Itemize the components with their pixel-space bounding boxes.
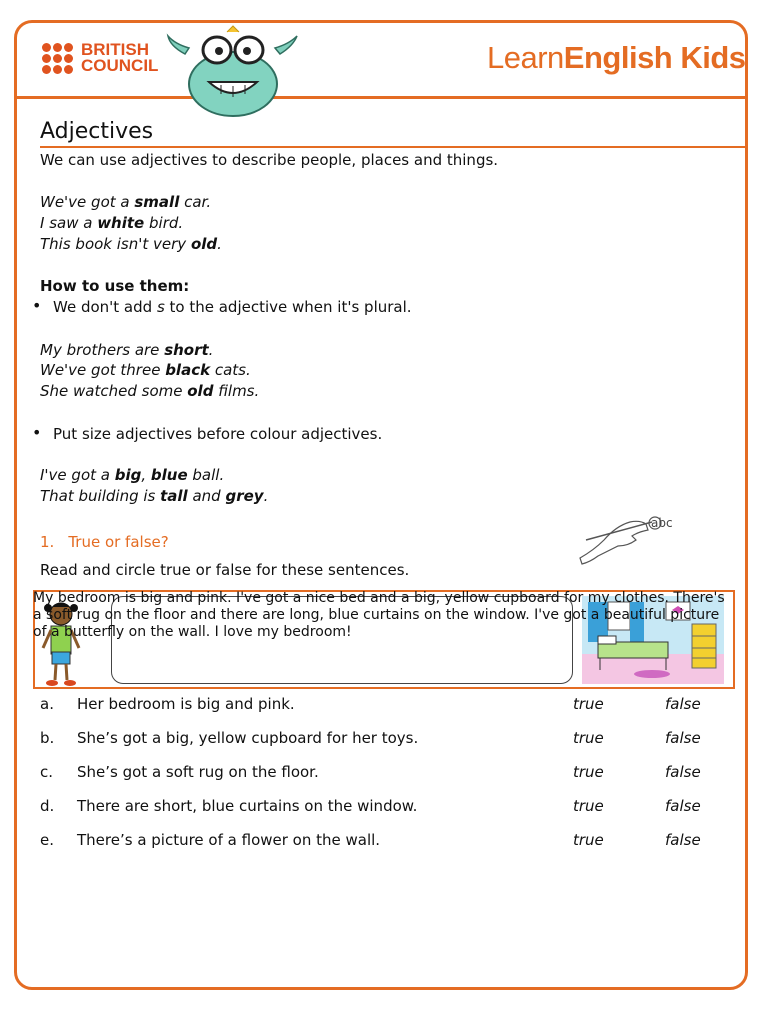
question-text: Her bedroom is big and pink. — [77, 695, 295, 713]
rule-one: We don't add s to the adjective when it's plural. — [53, 298, 412, 316]
bullet-icon: • — [32, 423, 42, 442]
true-option[interactable]: true — [573, 729, 604, 747]
example-line: We've got three black cats. — [40, 361, 251, 379]
false-option[interactable]: false — [665, 831, 701, 849]
writing-hand-icon — [576, 510, 691, 568]
question-row — [40, 831, 740, 853]
british-council-logo — [42, 42, 158, 74]
question-letter: b. — [40, 729, 55, 747]
logo-dots-icon — [42, 43, 73, 74]
hand-abc-label: abc — [651, 516, 673, 530]
example-line: This book isn't very old. — [40, 235, 222, 253]
false-option[interactable]: false — [665, 763, 701, 781]
question-row — [40, 695, 740, 717]
question-text: She’s got a big, yellow cupboard for her toys. — [77, 729, 419, 747]
question-letter: e. — [40, 831, 54, 849]
example-line: I've got a big, blue ball. — [40, 466, 225, 484]
exercise-heading: 1. True or false? — [40, 533, 169, 551]
rule-two: Put size adjectives before colour adjectives. — [53, 425, 383, 443]
story-text: My bedroom is big and pink. I've got a nice bed and a big, yellow cupboard for my clothes. There's a soft rug on the floor and there are long, blue curtains on the window. I've got a beautiful picture of a butterfly on the wall. I love my bedroom! — [33, 590, 725, 640]
logo-learn-text: Learn — [487, 40, 564, 75]
true-option[interactable]: true — [573, 831, 604, 849]
intro-text: We can use adjectives to describe people, places and things. — [40, 151, 499, 169]
question-letter: a. — [40, 695, 54, 713]
example-line: That building is tall and grey. — [40, 487, 269, 505]
bc-line1: BRITISH — [81, 40, 149, 59]
bc-logo-text — [81, 42, 158, 74]
header-divider — [14, 96, 748, 99]
question-row — [40, 729, 740, 751]
question-letter: c. — [40, 763, 54, 781]
example-line: My brothers are short. — [40, 341, 214, 359]
false-option[interactable]: false — [665, 797, 701, 815]
true-option[interactable]: true — [573, 797, 604, 815]
question-letter: d. — [40, 797, 55, 815]
question-text: There are short, blue curtains on the window. — [77, 797, 418, 815]
question-text: She’s got a soft rug on the floor. — [77, 763, 319, 781]
learnenglish-kids-logo — [487, 40, 746, 76]
example-line: We've got a small car. — [40, 193, 212, 211]
logo-english-kids-text: English Kids — [563, 40, 746, 75]
exercise-instruction: Read and circle true or false for these sentences. — [40, 561, 410, 579]
example-line: She watched some old films. — [40, 382, 260, 400]
true-option[interactable]: true — [573, 763, 604, 781]
example-line: I saw a white bird. — [40, 214, 184, 232]
monster-mascot-icon — [165, 24, 300, 119]
how-to-heading: How to use them: — [40, 277, 190, 295]
page-title: Adjectives — [40, 119, 154, 144]
false-option[interactable]: false — [665, 729, 701, 747]
true-option[interactable]: true — [573, 695, 604, 713]
false-option[interactable]: false — [665, 695, 701, 713]
bc-line2: COUNCIL — [81, 56, 159, 75]
title-underline — [40, 146, 746, 148]
bullet-icon: • — [32, 296, 42, 315]
question-row — [40, 797, 740, 819]
question-text: There’s a picture of a flower on the wall. — [77, 831, 381, 849]
question-row — [40, 763, 740, 785]
